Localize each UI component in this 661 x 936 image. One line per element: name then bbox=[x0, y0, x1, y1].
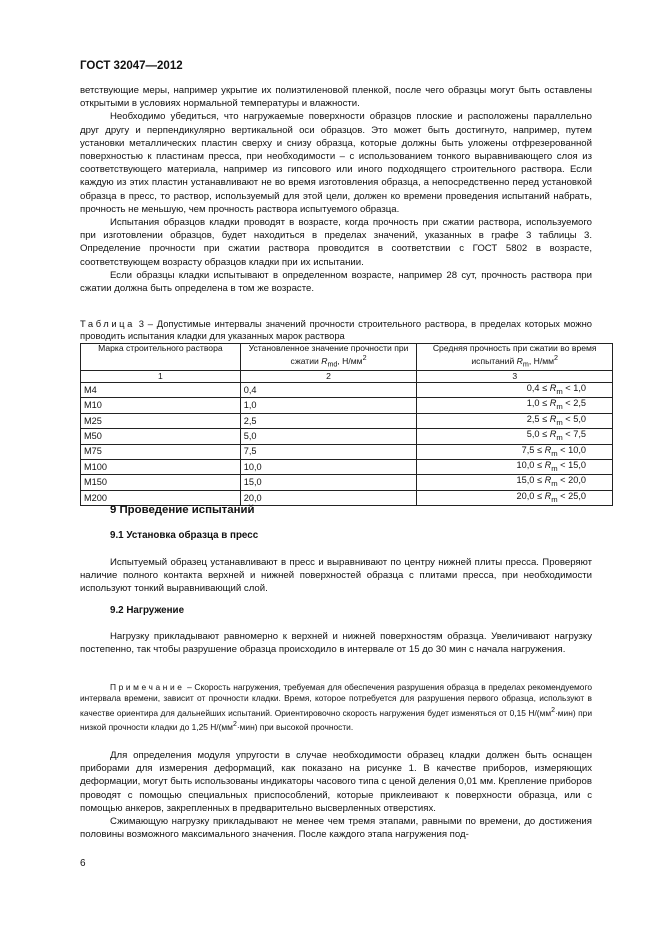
table-row bbox=[81, 413, 613, 428]
cell-range: $7,5 \le R_m < 10,0$ bbox=[417, 444, 613, 459]
section-9-2-title: 9.2 Нагружение bbox=[110, 605, 185, 616]
table-caption-number: 3 bbox=[138, 318, 144, 329]
table-3 bbox=[80, 343, 613, 506]
table-caption bbox=[80, 318, 592, 341]
table-header-row bbox=[81, 344, 613, 371]
table-row bbox=[81, 444, 613, 459]
paragraph: Сжимающую нагрузку прикладывают не менее чем тремя этапами, равными по времени, до достижения половины возможного максимального значения. После каждого этапа нагружения под- bbox=[80, 816, 592, 841]
table-row bbox=[81, 475, 613, 490]
cell-range: $15,0 \le R_m < 20,0$ bbox=[417, 475, 613, 490]
column-number: 3 bbox=[417, 370, 613, 382]
cell-value: 2,5 bbox=[240, 413, 417, 428]
cell-value: 10,0 bbox=[240, 459, 417, 474]
section-9-1-text bbox=[80, 556, 592, 596]
note-label: Примечание bbox=[110, 682, 185, 692]
table-row bbox=[81, 398, 613, 413]
paragraph: Нагрузку прикладывают равномерно к верхней и нижней поверхностям образца. Увеличивают нагрузку постепенно, так чтобы разрушение образца происходило в интервале от 15 до 30 мин с начала нагружения. bbox=[80, 631, 592, 656]
cell-value: 15,0 bbox=[240, 475, 417, 490]
paragraph: Испытания образцов кладки проводят в возрасте, когда прочность при сжатии раствора, используемого при изготовлении образцов, будет находиться в пределах значений, указанных в графе 3 таблицы 3. Определение прочности при сжатии раствора проводится в соответствии с ГОСТ 5802 в возрасте, соответствующем возрасту образцов кладки при их испытании. bbox=[80, 217, 592, 268]
section-9-title: 9 Проведение испытаний bbox=[110, 504, 255, 516]
cell-grade: М4 bbox=[81, 382, 241, 397]
cell-value: 20,0 bbox=[240, 490, 417, 505]
column-number: 1 bbox=[81, 370, 241, 382]
cell-grade: М10 bbox=[81, 398, 241, 413]
page-number: 6 bbox=[80, 858, 86, 869]
note-block bbox=[80, 682, 592, 733]
table-row bbox=[81, 382, 613, 397]
column-header-range: Средняя прочность при сжатии во время испытаний $R_m$, $Н/мм^2$ bbox=[417, 344, 613, 371]
cell-grade: М200 bbox=[81, 490, 241, 505]
section-9-2-continued bbox=[80, 749, 592, 841]
cell-range: $2,5 \le R_m < 5,0$ bbox=[417, 413, 613, 428]
cell-grade: М150 bbox=[81, 475, 241, 490]
table-body bbox=[81, 382, 613, 505]
column-header-grade: Марка строительного раствора bbox=[81, 344, 241, 371]
cell-grade: М50 bbox=[81, 429, 241, 444]
note: Примечание – Скорость нагружения, требуемая для обеспечения разрушения образца в пределах рекомендуемого интервала времени, зависит от прочности кладки. Время, которое потребуется для разрушения первого образца, используют в качестве ориентира для дальнейших испытаний. Ориентировочно скорость нагружения будет изменяться от 0,15 $Н/(мм^2\cdot мин)$ при низкой прочности кладки до 1,25 $Н/(мм^2\cdot мин)$ при высокой прочности. bbox=[80, 682, 593, 732]
intro-text bbox=[80, 84, 592, 295]
section-9-1-title: 9.1 Установка образца в пресс bbox=[110, 530, 259, 541]
cell-range: $1,0 \le R_m < 2,5$ bbox=[417, 398, 613, 413]
paragraph: Испытуемый образец устанавливают в пресс и выравнивают по центру нижней плиты пресса. Проверяют наличие полного контакта верхней и нижней поверхностей образца с плитами пресса, при необходимости используют тонкий выравнивающий слой. bbox=[80, 557, 592, 595]
cell-value: 0,4 bbox=[240, 382, 417, 397]
cell-grade: М75 bbox=[81, 444, 241, 459]
table-row bbox=[81, 429, 613, 444]
column-number: 2 bbox=[240, 370, 417, 382]
table-column-numbers bbox=[81, 370, 613, 382]
paragraph: ветствующие меры, например укрытие их полиэтиленовой пленкой, после чего образцы могут быть оставлены открытыми в условиях нормальной температуры и влажности. bbox=[80, 85, 592, 110]
table-row bbox=[81, 459, 613, 474]
document-header: ГОСТ 32047—2012 bbox=[80, 60, 183, 72]
section-9-2-text bbox=[80, 630, 592, 656]
cell-range: $5,0 \le R_m < 7,5$ bbox=[417, 429, 613, 444]
paragraph: Если образцы кладки испытывают в определенном возрасте, например 28 сут, прочность раствора при сжатии должна быть определена в том же возрасте. bbox=[80, 269, 592, 295]
cell-range: $10,0 \le R_m < 15,0$ bbox=[417, 459, 613, 474]
cell-value: 5,0 bbox=[240, 429, 417, 444]
paragraph: Для определения модуля упругости в случае необходимости образец кладки должен быть оснащен приборами для измерения деформаций, как показано на рисунке 1. В качестве приборов, измеряющих деформации, могут быть использованы индикаторы часового типа с ценой деления 0,01 мм. Крепление приборов проводят с помощью специальных приспособлений, которые приклеивают к поверхности образца, или с помощью анкеров, закрепленных в предварительно высверленных отверстиях. bbox=[80, 750, 592, 814]
column-header-value: Установленное значение прочности при сжатии $R_{md}$, $Н/мм^2$ bbox=[240, 344, 417, 371]
cell-range: $0,4 \le R_m < 1,0$ bbox=[417, 382, 613, 397]
cell-range: $20,0 \le R_m < 25,0$ bbox=[417, 490, 613, 505]
table-caption-label: Таблица bbox=[80, 318, 135, 329]
cell-value: 1,0 bbox=[240, 398, 417, 413]
cell-grade: М100 bbox=[81, 459, 241, 474]
table-caption-title: – Допустимые интервалы значений прочности строительного раствора, в пределах которых можно проводить испытания кладки для указанных марок раствора bbox=[80, 318, 592, 341]
paragraph: Необходимо убедиться, что нагружаемые поверхности образцов плоские и расположены параллельно друг другу и перпендикулярно вертикальной оси образцов. Это может быть достигнуто, например, путем установки металлических пластин сверху и снизу образца, которые должны быть уложены отфрезерованной поверхностью к пластинам пресса, при необходимости – с использованием тонкого выравнивающего слоя из соответствующего материала, например из гипсового или иного подходящего строительного раствора. Если каждую из этих пластин устанавливают не во время изготовления образца, а непосредственно перед установкой образца в пресс, то раствор, используемый для этой цели, должен ко времени проведения испытаний набрать, прочность не меньшую, чем прочность раствора испытуемого образца. bbox=[80, 111, 592, 215]
cell-grade: М25 bbox=[81, 413, 241, 428]
cell-value: 7,5 bbox=[240, 444, 417, 459]
